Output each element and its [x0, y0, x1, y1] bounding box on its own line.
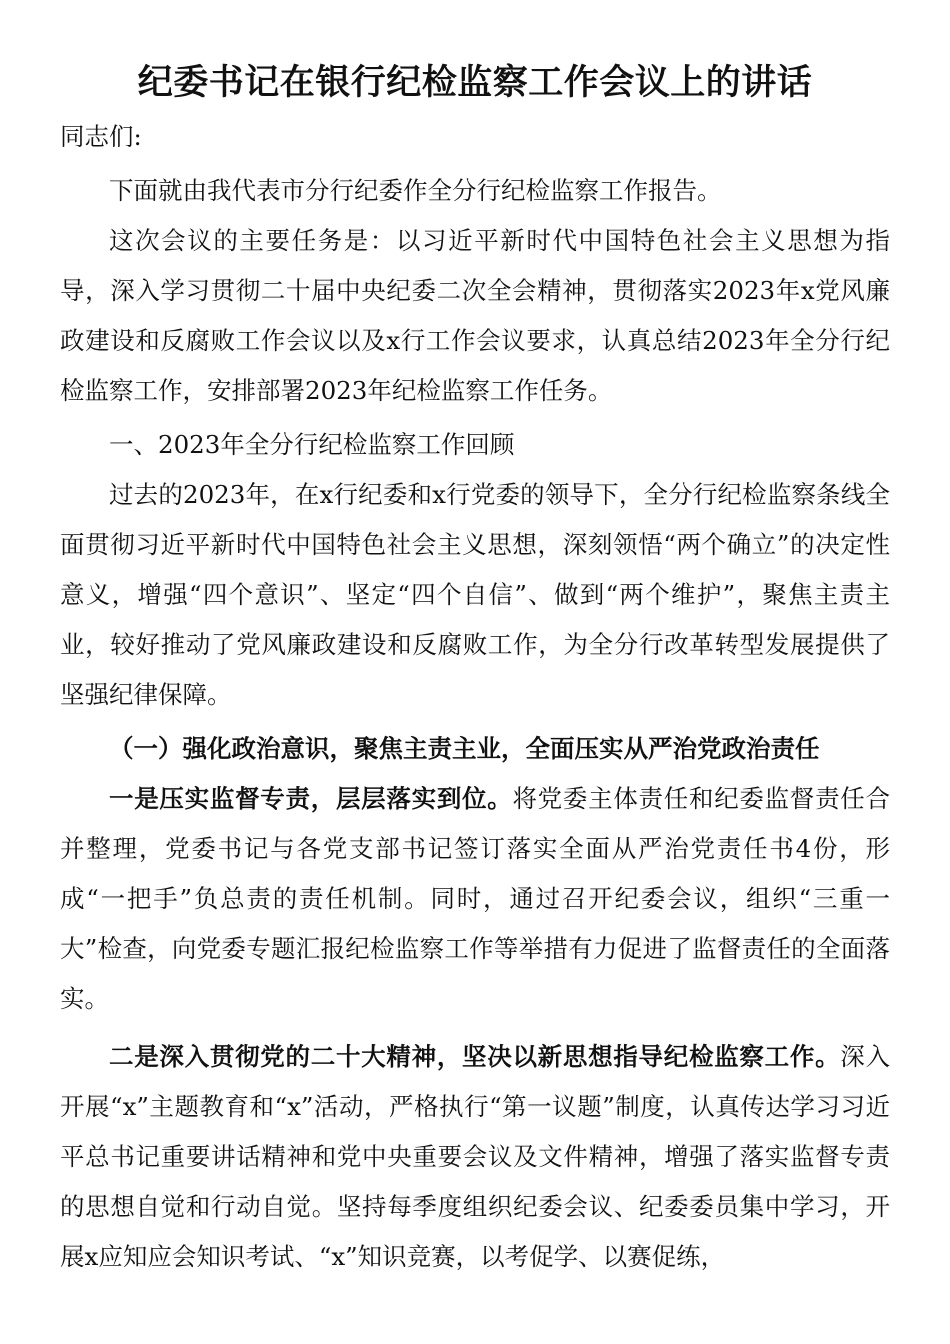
point2-paragraph — [60, 1032, 890, 1282]
document-title: 纪委书记在银行纪检监察工作会议上的讲话 — [137, 62, 813, 103]
point2-lead: 二是深入贯彻党的二十大精神，坚决以新思想指导纪检监察工作。 — [109, 1042, 841, 1071]
point2-body: 深入开展“x”主题教育和“x”活动，严格执行“第一议题”制度，认真传达学习习近平总书记重要讲话精神和党中央重要会议及文件精神，增强了落实监督专责的思想自觉和行动自觉。坚持每季度组织纪委会议、纪委委员集中学习，开展x应知应会知识考试、“x”知识竞赛，以考促学、以赛促练， — [60, 1042, 890, 1271]
point1-paragraph — [60, 774, 890, 1024]
point1-lead: 一是压实监督专责，层层落实到位。 — [109, 784, 513, 813]
section1-paragraph: 过去的2023年，在x行纪委和x行党委的领导下，全分行纪检监察条线全面贯彻习近平新时代中国特色社会主义思想，深刻领悟“两个确立”的决定性意义，增强“四个意识”、坚定“四个自信”、做到“两个维护”，聚焦主责主业，较好推动了党风廉政建设和反腐败工作，为全分行改革转型发展提供了坚强纪律保障。 — [60, 480, 890, 709]
salutation: 同志们: — [60, 122, 142, 151]
point1-body: 将党委主体责任和纪委监督责任合并整理，党委书记与各党支部书记签订落实全面从严治党责任书4份，形成“一把手”负总责的责任机制。同时，通过召开纪委会议，组织“三重一大”检查，向党委专题汇报纪检监察工作等举措有力促进了监督责任的全面落实。 — [60, 784, 891, 1013]
section1-heading: 一、2023年全分行纪检监察工作回顾 — [109, 430, 515, 459]
document-body — [60, 112, 890, 1282]
subsection1-heading: （一）强化政治意识，聚焦主责主业，全面压实从严治党政治责任 — [109, 734, 820, 763]
intro-paragraph: 下面就由我代表市分行纪委作全分行纪检监察工作报告。 — [109, 176, 722, 205]
task-paragraph: 这次会议的主要任务是：以习近平新时代中国特色社会主义思想为指导，深入学习贯彻二十届中央纪委二次全会精神，贯彻落实2023年x党风廉政建设和反腐败工作会议以及x行工作会议要求，认真总结2023年全分行纪检监察工作，安排部署2023年纪检监察工作任务。 — [60, 226, 890, 405]
